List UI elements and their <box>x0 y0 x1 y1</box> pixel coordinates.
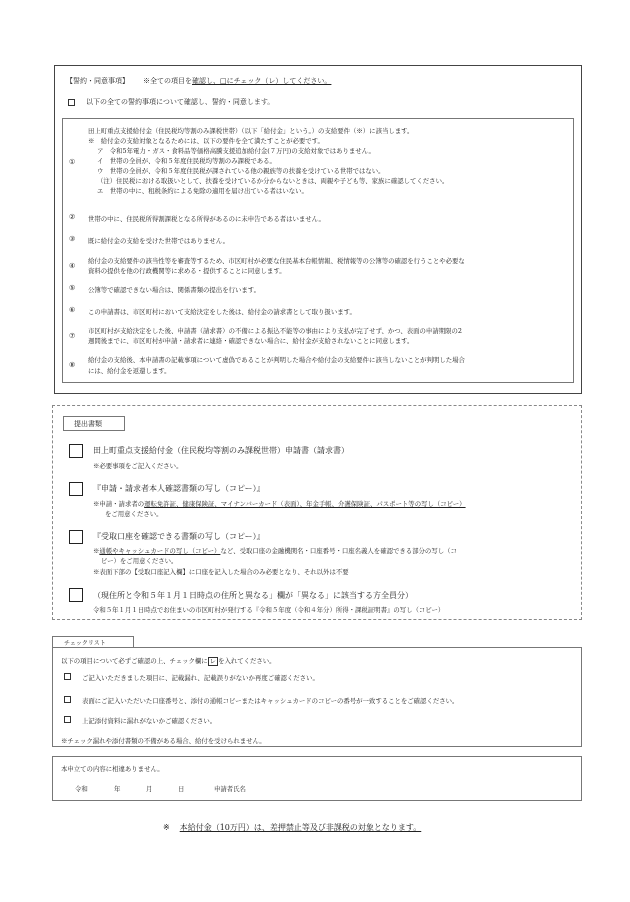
doc-title-income-certificate: （現住所と令和５年１月１日時点の住所と異なる」欄が「異なる」に該当する方全員分） <box>93 591 413 600</box>
doc-title-application: 田上町重点支援給付金（住民税均等割のみ課税世帯）申請書（請求書） <box>93 446 349 455</box>
item-line: 給付金の支給要件の該当性等を審査等するため、市区町村が必要な住民基本台帳情報、税情報等の公簿等の確認を行うことや必要な <box>88 257 465 265</box>
item-line: ※ 給付金の支給対象となるためには、以下の要件を全て満たすことが必要です。 <box>88 137 324 145</box>
item-number: ⑧ <box>69 361 76 369</box>
item-line: （注）住民税における取扱いとして、扶養を受けているか分からないときは、両親や子ども等、家族に確認してください。 <box>97 177 449 185</box>
item-line: 市区町村が支給決定をした後、申請書（請求書）の不備による振込不能等の事由により支払が完了せず、かつ、表面の申請期限の2 <box>88 327 462 335</box>
agree-all-checkbox[interactable] <box>68 99 75 106</box>
checklist-tab-label: チェックリスト <box>64 640 106 647</box>
checklist-intro <box>61 656 276 666</box>
footer-mark: ※ <box>163 823 170 832</box>
item-number: ② <box>69 213 76 221</box>
checklist-item: 表面にご記入いただいた口座番号と、添付の通帳コピーまたはキャッシュカードのコピーの番号が一致することをご確認ください。 <box>82 697 459 705</box>
doc-note-underlined: 通帳やキャッシュカードの写し（コピー） <box>99 547 221 555</box>
doc-note: 令和５年１月１日時点でお住まいの市区町村が発行する『令和５年度（令和４年分）所得・課税証明書』の写し（コピー） <box>93 606 445 614</box>
agree-all-label: 以下の全ての誓約事項について確認し、誓約・同意します。 <box>86 98 275 106</box>
doc-checkbox-application[interactable] <box>69 444 83 458</box>
checklist-item: 上記添付資料に漏れがないかご確認ください。 <box>82 717 217 725</box>
doc-note: ※必要事項をご記入ください。 <box>93 462 183 470</box>
doc-checkbox-bank-account[interactable] <box>69 530 83 544</box>
oath-header-label: 【誓約・同意事項】 <box>66 77 129 85</box>
footer-text: 本給付金（10万円）は、差押禁止等及び非課税の対象となります。 <box>179 823 422 832</box>
checkmark-icon: レ <box>209 657 217 665</box>
doc-title-bank-account: 『受取口座を確認できる書類の写し（コピー）』 <box>93 532 265 541</box>
checklist-intro-prefix: 以下の項目について必ずご確認の上、チェック欄に <box>61 657 208 665</box>
item-line: 既に給付金の支給を受けた世帯ではありません。 <box>88 237 229 245</box>
doc-note: ピー）をご用意ください。 <box>101 557 178 565</box>
date-year-label: 年 <box>114 785 121 793</box>
item-line: 資料の提供を他の行政機関等に求める・提供することに同意します。 <box>88 267 286 275</box>
item-line: ア 令和5年電力・ガス・食料品等価格高騰支援追加給付金(７万円)の支給対象ではありません。 <box>97 147 375 155</box>
applicant-name-label: 申請者氏名 <box>214 785 246 793</box>
checklist-checkbox[interactable] <box>64 716 71 723</box>
footer-note <box>163 822 421 833</box>
item-line: 給付金の支給後、本申請書の記載事項について虚偽であることが判明した場合や給付金の支給要件に該当しないことが判明した場合 <box>88 356 465 364</box>
doc-note: ※表面下部の【受取口座記入欄】に口座を記入した場合のみ必要となり、それ以外は不要 <box>93 568 349 576</box>
item-line: エ 世帯の中に、租税条約による免除の適用を届け出ている者はいない。 <box>97 187 308 195</box>
doc-note: をご用意ください。 <box>105 510 163 518</box>
item-number: ⑤ <box>69 284 76 292</box>
checklist-item: ご記入いただきました項目に、記載漏れ、記載誤りがないか再度ご確認ください。 <box>82 674 319 682</box>
doc-note-prefix: ※ <box>93 547 100 555</box>
item-number: ① <box>69 158 76 166</box>
oath-header-note-underlined: 確認し、□にチェック（レ）してください。 <box>192 77 332 85</box>
item-number: ③ <box>69 235 76 243</box>
declaration-statement: 本申立ての内容に相違ありません。 <box>61 765 164 773</box>
doc-note <box>93 499 466 508</box>
item-number: ⑦ <box>69 332 76 340</box>
date-month-label: 月 <box>146 785 153 793</box>
checklist-note: ※チェック漏れや添付書類の不備がある場合、給付を受けられません。 <box>61 737 266 745</box>
doc-note-underlined: 運転免許証、健康保険証、マイナンバーカード（表面）、年金手帳、介護保険証、パスポート等の写し（コピー） <box>144 500 466 508</box>
checklist-checkbox[interactable] <box>64 696 71 703</box>
item-line: この申請書は、市区町村において支給決定をした後は、給付金の請求書として取り扱います。 <box>88 308 356 316</box>
declaration-section <box>52 756 582 801</box>
date-era: 令和 <box>75 785 88 793</box>
item-number: ④ <box>69 262 76 270</box>
doc-checkbox-income-certificate[interactable] <box>69 588 83 602</box>
item-line: 公簿等で確認できない場合は、関係書類の提出を行います。 <box>88 286 261 294</box>
item-line: 週間後までに、市区町村が申請・請求者に連絡・確認できない場合に、給付金が支給されないことに同意します。 <box>88 337 414 345</box>
item-line: 田上町重点支援給付金（住民税均等割のみ課税世帯）（以下「給付金」という。）の支給要件（※）に該当します。 <box>88 127 414 135</box>
doc-note-prefix: ※申請・請求者の <box>93 500 145 508</box>
item-line: には、給付金を返還します。 <box>88 367 171 375</box>
checklist-checkbox[interactable] <box>64 673 71 680</box>
doc-title-identity: 『申請・請求者本人確認書類の写し（コピー）』 <box>93 484 265 493</box>
checklist-intro-suffix: を入れてください。 <box>218 657 276 665</box>
item-number: ⑥ <box>69 306 76 314</box>
oath-header-note: ※全ての項目を <box>143 77 192 85</box>
doc-note-rest: など、受取口座の金融機関名・口座番号・口座名義人を確認できる部分の写し（コ <box>220 547 457 555</box>
doc-note <box>93 546 457 555</box>
item-line: 世帯の中に、住民税所得割課税となる所得があるのに未申告である者はいません。 <box>88 215 325 223</box>
submit-docs-title: 提出書類 <box>74 420 102 428</box>
doc-checkbox-identity[interactable] <box>69 482 83 496</box>
date-day-label: 日 <box>178 785 185 793</box>
oath-header <box>66 76 331 86</box>
item-line: ウ 世帯の全員が、令和５年度住民税が課されている他の親族等の扶養を受けている世帯ではない。 <box>97 167 385 175</box>
item-line: イ 世帯の全員が、令和５年度住民税均等割のみ課税である。 <box>97 157 276 165</box>
